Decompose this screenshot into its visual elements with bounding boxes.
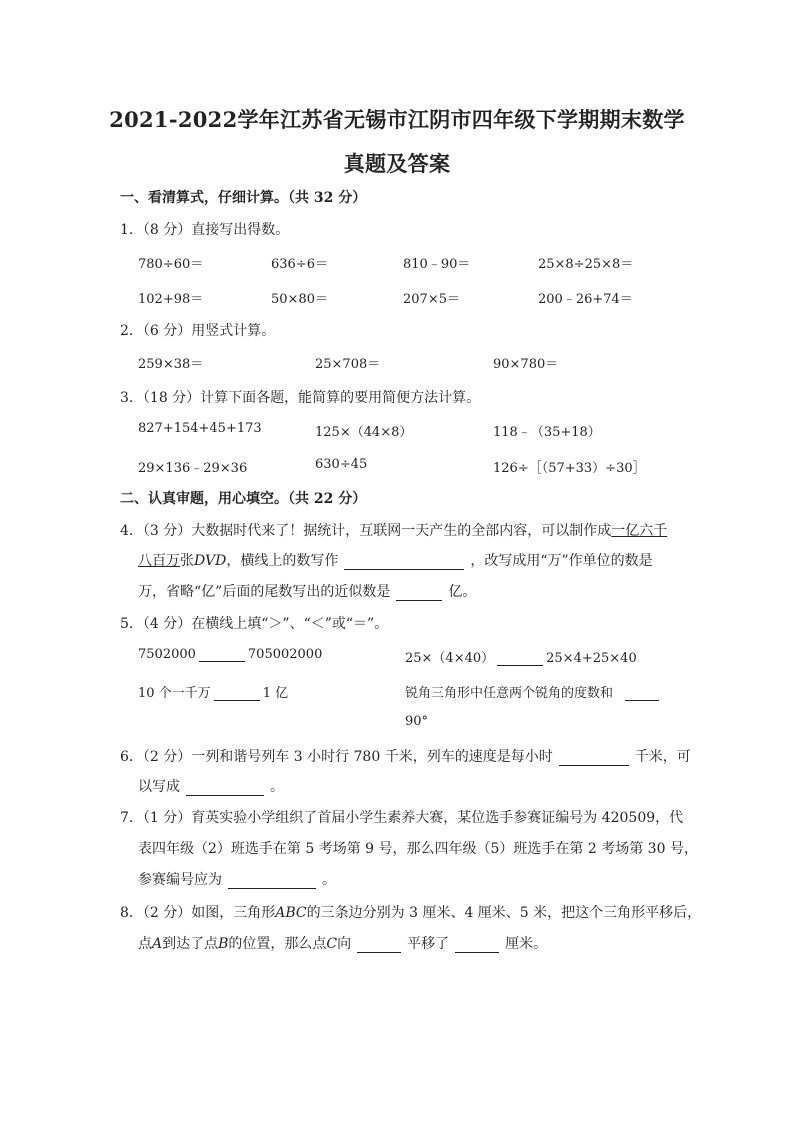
- q5-item-b: 25×（4×40） 25×4+25×40: [405, 651, 637, 666]
- q8-line2: 点A到达了点B的位置，那么点C向 平移了 厘米。: [138, 936, 548, 952]
- answer-blank[interactable]: [559, 751, 629, 766]
- q6-text: 千米，可: [634, 749, 691, 765]
- answer-blank[interactable]: [344, 555, 464, 570]
- q7-text: 。: [322, 872, 336, 888]
- q1-expr: 780÷60＝: [138, 257, 204, 272]
- q6-text: 以写成: [138, 779, 180, 795]
- q5-item-c: 10 个一千万 1 亿: [138, 686, 289, 701]
- answer-blank[interactable]: [455, 938, 499, 953]
- q1-expr: 102+98＝: [138, 292, 204, 307]
- q5-item-d-degree: 90°: [405, 714, 429, 729]
- q7-line3: [138, 869, 336, 889]
- page-title-line2: 真题及答案: [343, 151, 451, 176]
- q6-line1: [120, 746, 691, 766]
- q8-line1: 8．（2 分）如图，三角形ABC的三条边分别为 3 厘米、4 厘米、5 米，把这个三角形平移后，: [120, 905, 702, 921]
- q4-text: ，横线上的数写作: [226, 553, 339, 569]
- answer-blank[interactable]: [214, 686, 260, 701]
- q1-expr: 200﹣26+74＝: [538, 292, 633, 307]
- answer-blank[interactable]: [228, 874, 316, 889]
- section2-heading: 二、认真审题，用心填空。（共 22 分）: [120, 491, 367, 507]
- q1-expr: 50×80＝: [271, 292, 328, 307]
- q3-expr: 125×（44×8）: [315, 425, 413, 440]
- q5-item-d: 锐角三角形中任意两个锐角的度数和: [405, 682, 659, 701]
- answer-blank[interactable]: [497, 651, 543, 666]
- q4-line1: [120, 520, 667, 540]
- answer-blank[interactable]: [625, 686, 659, 701]
- answer-blank[interactable]: [357, 938, 401, 953]
- q3-expr: 827+154+45+173: [138, 421, 262, 436]
- q5-text: 5．（4 分）在横线上填“＞”、“＜”或“＝”。: [120, 616, 389, 632]
- q4-underlined-number: 一亿六千: [611, 523, 668, 539]
- q4-text: ，改写成用“万”作单位的数是: [470, 553, 653, 569]
- page-title-line1: 2021-2022学年江苏省无锡市江阴市四年级下学期期末数学: [109, 107, 685, 132]
- q6-line2: [138, 776, 284, 796]
- answer-blank[interactable]: [396, 586, 442, 601]
- q4-text: 张: [180, 553, 194, 569]
- answer-blank[interactable]: [199, 647, 245, 662]
- q4-line3: [138, 581, 476, 601]
- section1-heading: 一、看清算式，仔细计算。（共 32 分）: [120, 190, 367, 206]
- q6-text: 。: [270, 779, 284, 795]
- q1-expr: 25×8÷25×8＝: [538, 257, 634, 272]
- q4-underlined-number: 八百万: [138, 553, 180, 569]
- q1-expr: 810﹣90＝: [403, 257, 471, 272]
- q4-text: 4．（3 分）大数据时代来了！据统计，互联网一天产生的全部内容，可以制作成: [120, 523, 612, 539]
- q2-expr: 25×708＝: [315, 357, 381, 372]
- q4-dvd: DVD: [194, 553, 227, 569]
- q1-expr: 636÷6＝: [271, 257, 328, 272]
- q2-expr: 259×38＝: [138, 357, 204, 372]
- q3-text: 3．（18 分）计算下面各题，能简算的要用简便方法计算。: [120, 390, 481, 406]
- q2-expr: 90×780＝: [493, 357, 559, 372]
- q1-expr: 207×5＝: [403, 292, 460, 307]
- q7-line1: 7．（1 分）育英实验小学组织了首届小学生素养大赛，某位选手参赛证编号为 420509，代: [120, 810, 684, 826]
- q5-item-a: 7502000 705002000: [138, 647, 323, 662]
- q1-text: 1．（8 分）直接写出得数。: [120, 222, 290, 238]
- q3-expr: 126÷［（57+33）÷30］: [493, 461, 646, 476]
- q7-text: 参赛编号应为: [138, 872, 222, 888]
- answer-blank[interactable]: [186, 781, 264, 796]
- q6-text: 6．（2 分）一列和谐号列车 3 小时行 780 千米，列车的速度是每小时: [120, 749, 553, 765]
- q4-line2: [138, 550, 653, 570]
- q3-expr: 630÷45: [315, 457, 368, 472]
- q4-text: 万，省略“亿”后面的尾数写出的近似数是: [138, 584, 391, 600]
- q3-expr: 118﹣（35+18）: [493, 425, 601, 440]
- q2-text: 2．（6 分）用竖式计算。: [120, 323, 276, 339]
- q7-line2: 表四年级（2）班选手在第 5 考场第 9 号，那么四年级（5）班选手在第 2 考场第 30 号，: [138, 841, 698, 857]
- q3-expr: 29×136﹣29×36: [138, 461, 248, 476]
- q4-text: 亿。: [448, 584, 477, 600]
